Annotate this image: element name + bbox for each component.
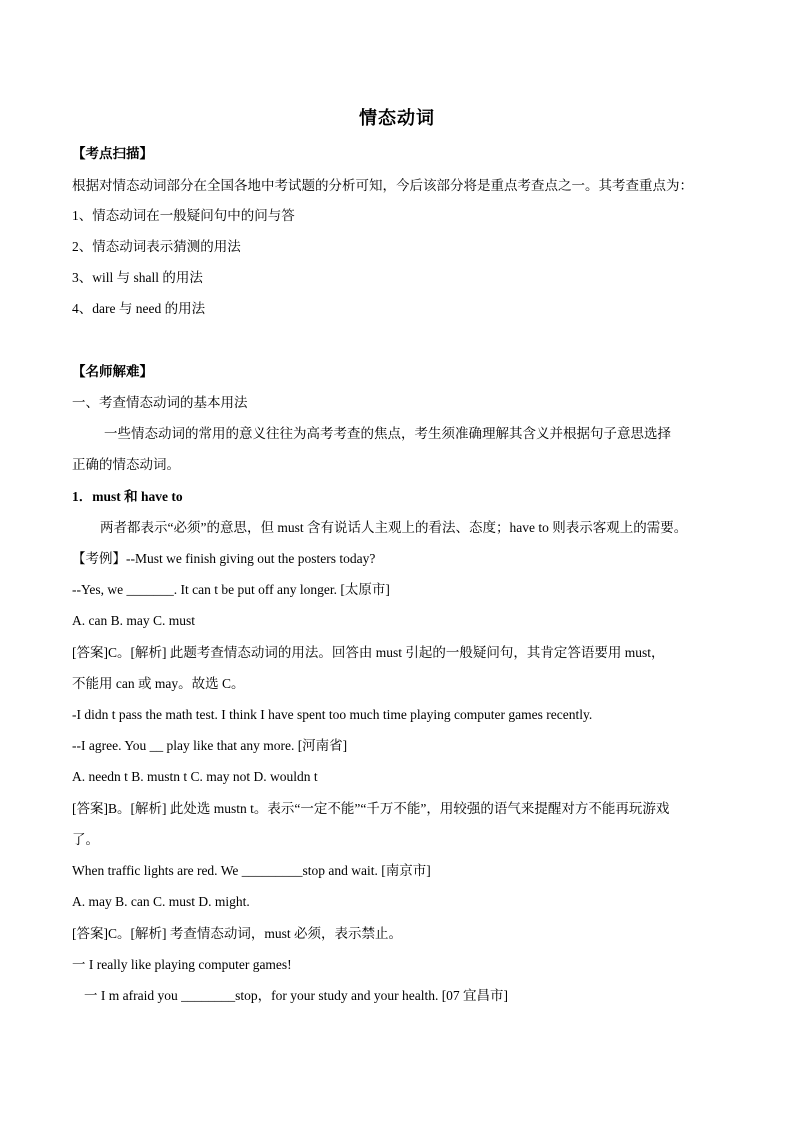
list-item: 3、will 与 shall 的用法 xyxy=(72,270,203,285)
subsection-heading: 一、考查情态动词的基本用法 xyxy=(72,395,248,410)
example-question: -I didn t pass the math test. I think I have spent too much time playing computer games recently. xyxy=(72,707,593,722)
example-answer: 不能用 can 或 may。故选 C。 xyxy=(72,676,245,691)
list-item: 2、情态动词表示猜测的用法 xyxy=(72,239,241,254)
page-title: 情态动词 xyxy=(359,108,435,128)
section-heading-exam-scan: 【考点扫描】 xyxy=(72,146,153,161)
example-answer: [答案]B。[解析] 此处选 mustn t。表示“一定不能”“千万不能”，用较强的语气来提醒对方不能再玩游戏 xyxy=(72,801,670,816)
list-item: 4、dare 与 need 的用法 xyxy=(72,301,206,316)
intro-paragraph: 根据对情态动词部分在全国各地中考试题的分析可知，今后该部分将是重点考查点之一。其考查重点为： xyxy=(72,178,693,193)
point-heading: 1．must 和 have to xyxy=(72,489,183,504)
example-answer: [答案]C。[解析] 此题考查情态动词的用法。回答由 must 引起的一般疑问句，其肯定答语要用 must， xyxy=(72,645,665,660)
paragraph-line: 一些情态动词的常用的意义往往为高考考查的焦点，考生须准确理解其含义并根据句子意思选择 xyxy=(104,426,671,441)
example-options: A. may B. can C. must D. might. xyxy=(72,894,250,909)
example-question: When traffic lights are red. We _________stop and wait. [南京市] xyxy=(72,863,431,878)
list-item: 1、情态动词在一般疑问句中的问与答 xyxy=(72,208,295,223)
section-heading-teacher-guide: 【名师解难】 xyxy=(72,364,153,379)
example-question: 【考例】--Must we finish giving out the posters today? xyxy=(72,551,376,566)
example-question: 一 I really like playing computer games! xyxy=(72,957,292,972)
example-question: --I agree. You __ play like that any more. [河南省] xyxy=(72,738,348,753)
example-answer: [答案]C。[解析] 考查情态动词，must 必须，表示禁止。 xyxy=(72,926,402,941)
example-question: --Yes, we _______. It can t be put off any longer. [太原市] xyxy=(72,582,390,597)
example-question: 一 I m afraid you ________stop，for your study and your health. [07 宜昌市] xyxy=(84,988,509,1003)
example-options: A. can B. may C. must xyxy=(72,613,195,628)
example-options: A. needn t B. mustn t C. may not D. wouldn t xyxy=(72,769,318,784)
example-answer: 了。 xyxy=(72,832,99,847)
point-description: 两者都表示“必须”的意思，但 must 含有说话人主观上的看法、态度；have to 则表示客观上的需要。 xyxy=(100,520,688,535)
paragraph-line: 正确的情态动词。 xyxy=(72,457,180,472)
